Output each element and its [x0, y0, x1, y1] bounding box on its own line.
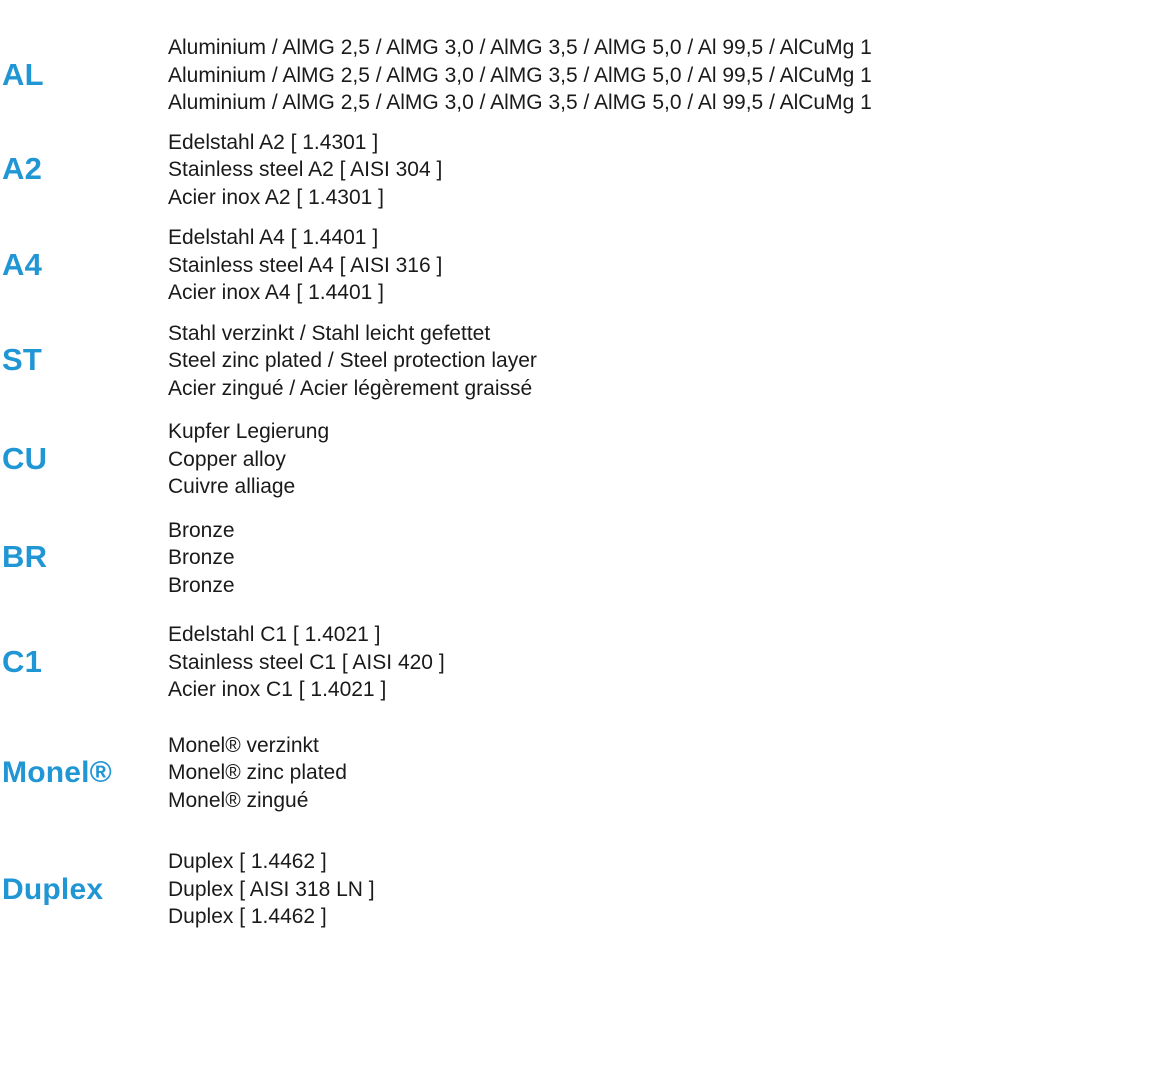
table-row [0, 320, 1160, 403]
table-row [0, 224, 1160, 307]
description-line-fr: Acier inox C1 [ 1.4021 ] [168, 678, 387, 701]
material-description-monel [168, 732, 1160, 815]
material-code-a2: A2 [2, 151, 43, 187]
table-row [0, 517, 1160, 600]
description-line-en: Stainless steel A4 [ AISI 316 ] [168, 253, 443, 277]
description-line-de: Stahl verzinkt / Stahl leicht gefettet [168, 321, 491, 345]
description-line-fr: Monel® zingué [168, 788, 309, 812]
table-row [0, 129, 1160, 212]
description-line-fr: Cuivre alliage [168, 475, 296, 498]
description-line-fr: Aluminium / AlMG 2,5 / AlMG 3,0 / AlMG 3,5 / AlMG 5,0 / Al 99,5 / AlCuMg 1 [168, 91, 872, 114]
description-line-fr: Acier inox A2 [ 1.4301 ] [168, 185, 384, 209]
description-line-en: Copper alloy [168, 447, 286, 471]
description-line-fr: Acier inox A4 [ 1.4401 ] [168, 281, 384, 304]
description-line-de: Kupfer Legierung [168, 420, 330, 443]
material-code-al: AL [2, 56, 44, 92]
description-line-en: Aluminium / AlMG 2,5 / AlMG 3,0 / AlMG 3,5 / AlMG 5,0 / Al 99,5 / AlCuMg 1 [168, 63, 872, 87]
material-description-st [168, 320, 1160, 403]
description-line-de: Edelstahl A2 [ 1.4301 ] [168, 130, 379, 154]
material-code-a4: A4 [2, 246, 43, 282]
description-line-de: Edelstahl C1 [ 1.4021 ] [168, 623, 381, 646]
material-description-a2 [168, 129, 1160, 212]
material-code-cu: CU [2, 440, 48, 476]
description-line-en: Stainless steel C1 [ AISI 420 ] [168, 650, 445, 674]
table-row [0, 34, 1160, 117]
description-line-en: Stainless steel A2 [ AISI 304 ] [168, 158, 443, 181]
table-row [0, 621, 1160, 704]
material-description-al [168, 34, 1160, 117]
description-line-en: Monel® zinc plated [168, 761, 347, 784]
material-description-cu [168, 418, 1160, 501]
table-row [0, 418, 1160, 501]
material-code-c1: C1 [2, 643, 43, 679]
description-line-de: Aluminium / AlMG 2,5 / AlMG 3,0 / AlMG 3,5 / AlMG 5,0 / Al 99,5 / AlCuMg 1 [168, 36, 872, 59]
description-line-fr: Acier zingué / Acier légèrement graissé [168, 376, 533, 400]
table-row [0, 732, 1160, 815]
description-line-de: Bronze [168, 518, 235, 542]
description-line-de: Duplex [ 1.4462 ] [168, 850, 327, 873]
description-line-en: Steel zinc plated / Steel protection layer [168, 349, 537, 372]
description-line-fr: Bronze [168, 573, 235, 597]
material-description-duplex [168, 848, 1160, 931]
material-description-a4 [168, 224, 1160, 307]
description-line-de: Edelstahl A4 [ 1.4401 ] [168, 226, 379, 249]
table-row [0, 848, 1160, 931]
description-line-en: Bronze [168, 546, 235, 569]
material-description-c1 [168, 621, 1160, 704]
description-line-en: Duplex [ AISI 318 LN ] [168, 877, 375, 901]
material-code-duplex: Duplex [2, 872, 104, 906]
material-code-br: BR [2, 539, 48, 575]
material-code-st: ST [2, 342, 43, 378]
description-line-fr: Duplex [ 1.4462 ] [168, 905, 327, 928]
description-line-de: Monel® verzinkt [168, 733, 319, 757]
material-description-br [168, 517, 1160, 600]
material-code-monel: Monel® [2, 756, 112, 789]
